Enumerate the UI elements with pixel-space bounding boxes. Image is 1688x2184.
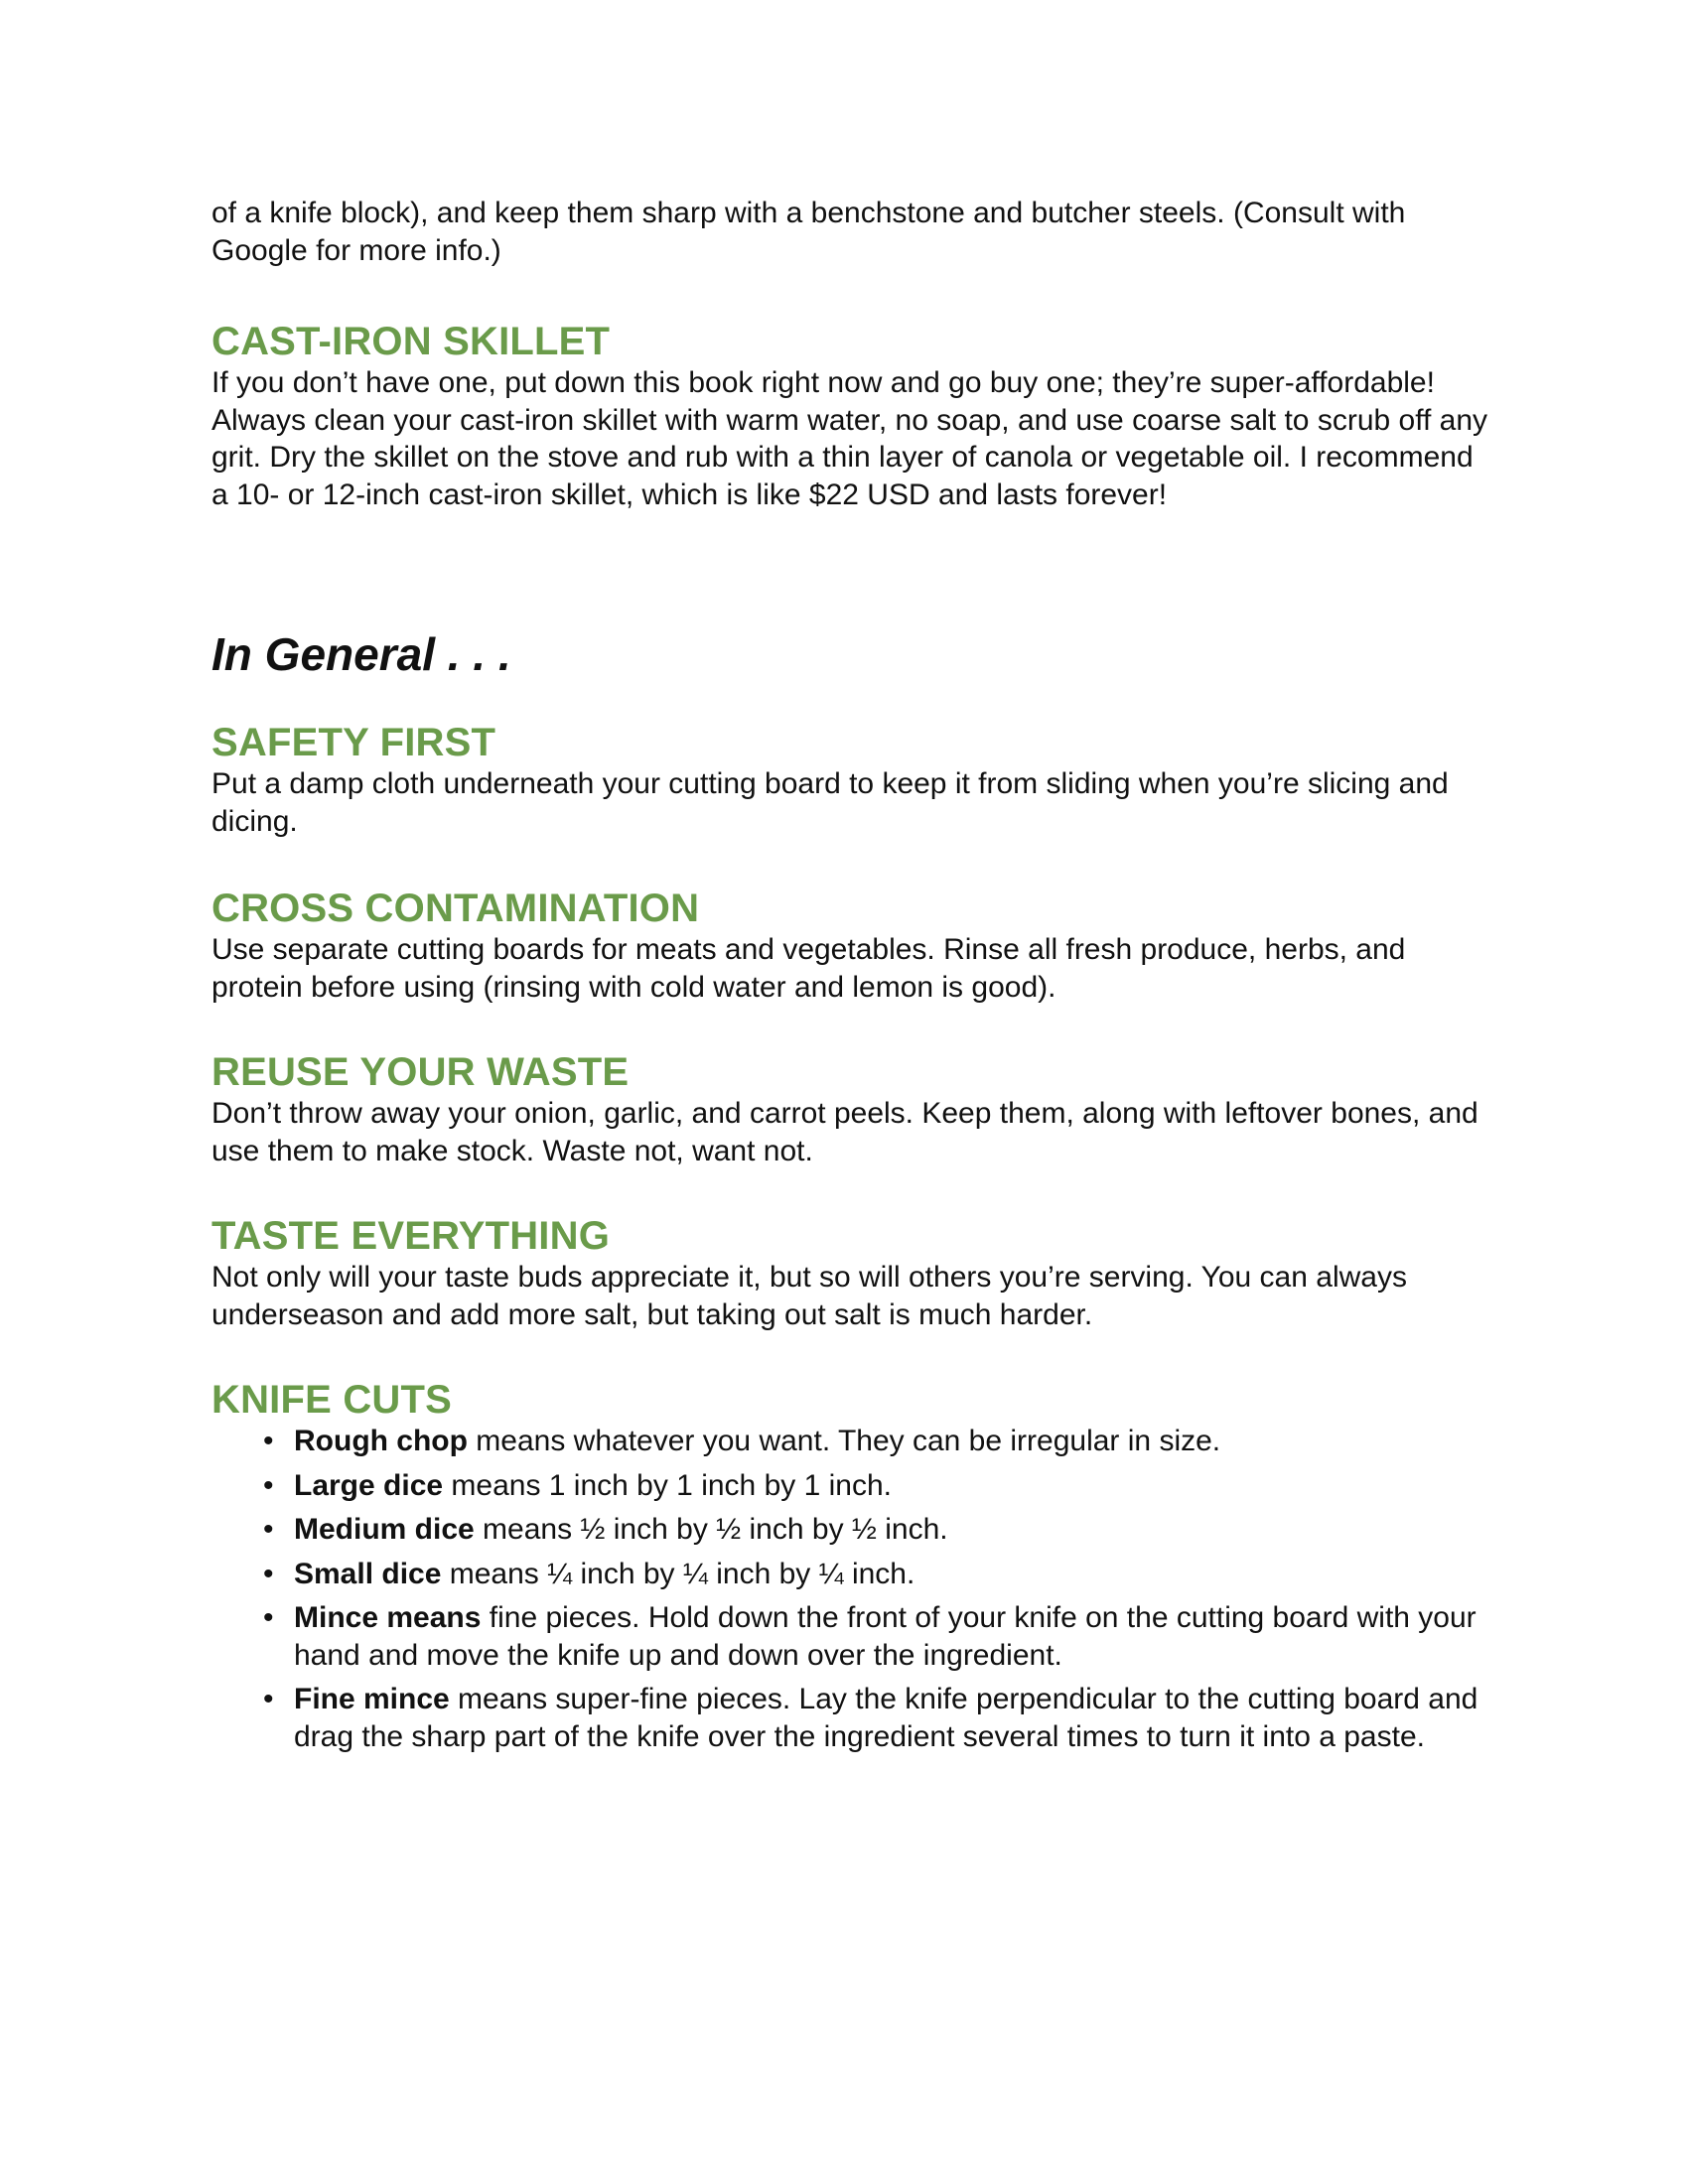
bullet-icon: •	[263, 1683, 274, 1715]
list-item	[211, 1599, 1492, 1674]
cast-iron-heading: CAST-IRON SKILLET	[211, 320, 611, 363]
list-item	[211, 1681, 1492, 1755]
safety-first-heading: SAFETY FIRST	[211, 721, 496, 764]
intro-continuation-paragraph: of a knife block), and keep them sharp with a benchstone and butcher steels. (Consult with Google for more info.)	[211, 197, 1406, 267]
cut-term: Mince means	[294, 1601, 482, 1634]
reuse-waste-heading: REUSE YOUR WASTE	[211, 1050, 630, 1094]
taste-everything-heading: TASTE EVERYTHING	[211, 1214, 611, 1258]
list-item	[211, 1556, 1492, 1593]
chapter-title: In General . . .	[211, 628, 511, 680]
bullet-icon: •	[263, 1513, 274, 1546]
bullet-icon: •	[263, 1425, 274, 1457]
cast-iron-paragraph: If you don’t have one, put down this book right now and go buy one; they’re super-affordable! Always clean your cast-iron skillet with warm water, no soap, and use coarse salt to scrub off any grit. Dry the skillet on the stove and rub with a thin layer of canola or vegetable oil. I recommend a 10- or 12-inch cast-iron skillet, which is like $22 USD and lasts forever!	[211, 366, 1488, 511]
bullet-icon: •	[263, 1468, 274, 1502]
list-item	[211, 1423, 1492, 1460]
bullet-icon: •	[263, 1557, 274, 1590]
page-content	[211, 195, 1492, 1762]
cut-description: means super-fine pieces. Lay the knife perpendicular to the cutting board and drag the sharp part of the knife over the ingredient several times to turn it into a paste.	[294, 1683, 1478, 1753]
bullet-icon: •	[263, 1601, 274, 1634]
knife-cuts-list	[211, 1423, 1492, 1755]
taste-everything-paragraph: Not only will your taste buds appreciate it, but so will others you’re serving. You can always underseason and add more salt, but taking out salt is much harder.	[211, 1261, 1407, 1331]
cross-contamination-paragraph: Use separate cutting boards for meats and vegetables. Rinse all fresh produce, herbs, and protein before using (rinsing with cold water and lemon is good).	[211, 933, 1406, 1004]
cut-description: means ¼ inch by ¼ inch by ¼ inch.	[441, 1557, 915, 1590]
list-item	[211, 1467, 1492, 1505]
cut-description: means 1 inch by 1 inch by 1 inch.	[443, 1468, 892, 1502]
cut-description: means ½ inch by ½ inch by ½ inch.	[474, 1513, 948, 1546]
cut-term: Rough chop	[294, 1425, 468, 1457]
knife-cuts-heading: KNIFE CUTS	[211, 1378, 452, 1422]
cut-description: fine pieces. Hold down the front of your knife on the cutting board with your hand and move the knife up and down over the ingredient.	[294, 1601, 1477, 1672]
reuse-waste-paragraph: Don’t throw away your onion, garlic, and carrot peels. Keep them, along with leftover bones, and use them to make stock. Waste not, want not.	[211, 1097, 1478, 1167]
cut-term: Small dice	[294, 1557, 442, 1590]
cut-description: means whatever you want. They can be irregular in size.	[467, 1425, 1221, 1457]
cut-term: Large dice	[294, 1468, 444, 1502]
cut-term: Medium dice	[294, 1513, 475, 1546]
cut-term: Fine mince	[294, 1683, 450, 1715]
cross-contamination-heading: CROSS CONTAMINATION	[211, 887, 700, 930]
list-item	[211, 1511, 1492, 1549]
safety-first-paragraph: Put a damp cloth underneath your cutting board to keep it from sliding when you’re slicing and dicing.	[211, 767, 1449, 838]
